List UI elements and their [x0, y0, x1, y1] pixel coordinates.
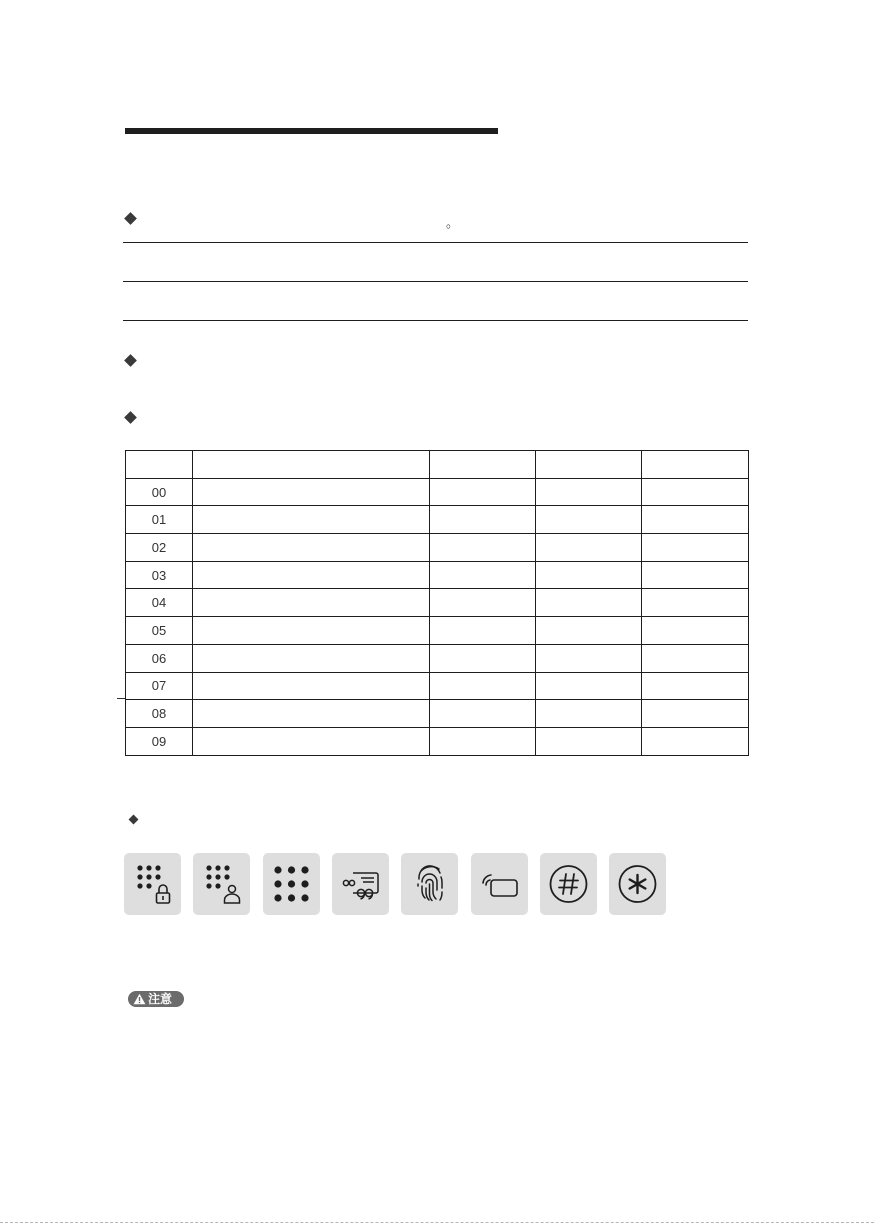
table-cell: [536, 506, 642, 534]
password-card-icon: [332, 853, 389, 915]
code-table: [125, 450, 749, 756]
table-cell: [642, 644, 749, 672]
table-row: [126, 727, 749, 755]
table-cell: [193, 617, 430, 645]
notice-label: 注意: [148, 992, 173, 1006]
keypad-icon: [263, 853, 320, 915]
table-row: [126, 589, 749, 617]
table-cell: [193, 672, 430, 700]
table-header-row: [126, 451, 749, 479]
ruled-line-1: [123, 242, 748, 243]
keypad-lock-icon: [124, 853, 181, 915]
table-cell: [430, 644, 536, 672]
table-cell: [193, 727, 430, 755]
code-cell: 06: [126, 644, 193, 672]
table-cell: [193, 561, 430, 589]
table-cell: [642, 700, 749, 728]
table-row: [126, 478, 749, 506]
table-cell: [642, 506, 749, 534]
code-cell: 04: [126, 589, 193, 617]
table-cell: [193, 700, 430, 728]
table-cell: [430, 700, 536, 728]
table-cell: [430, 617, 536, 645]
table-cell: [193, 644, 430, 672]
table-cell: [536, 727, 642, 755]
table-cell: [536, 644, 642, 672]
table-cell: [642, 561, 749, 589]
header-cell: [193, 451, 430, 479]
table-cell: [642, 589, 749, 617]
table-cell: [642, 534, 749, 562]
table-row: [126, 700, 749, 728]
margin-tick: [117, 698, 125, 699]
bullet-diamond-3: [124, 411, 137, 424]
code-cell: 05: [126, 617, 193, 645]
table-cell: [536, 561, 642, 589]
table-cell: [642, 727, 749, 755]
header-cell: [126, 451, 193, 479]
table-cell: [193, 534, 430, 562]
notice-badge: [128, 991, 184, 1007]
keypad-user-icon: [193, 853, 250, 915]
code-cell: 00: [126, 478, 193, 506]
code-cell: 03: [126, 561, 193, 589]
code-cell: 02: [126, 534, 193, 562]
table-cell: [430, 534, 536, 562]
warning-icon: [133, 993, 146, 1005]
table-cell: [536, 700, 642, 728]
rfid-card-icon: [471, 853, 528, 915]
table-cell: [430, 727, 536, 755]
ruled-line-2: [123, 281, 748, 282]
table-cell: [642, 478, 749, 506]
table-cell: [430, 561, 536, 589]
table-cell: [536, 617, 642, 645]
bullet-diamond-4: [129, 815, 139, 825]
code-cell: 07: [126, 672, 193, 700]
table-row: [126, 561, 749, 589]
star-key-icon: [609, 853, 666, 915]
table-cell: [430, 506, 536, 534]
table-row: [126, 506, 749, 534]
table-row: [126, 644, 749, 672]
header-cell: [430, 451, 536, 479]
page-bottom-dashed-rule: [0, 1222, 874, 1223]
header-cell: [536, 451, 642, 479]
fingerprint-icon: [401, 853, 458, 915]
table-row: [126, 617, 749, 645]
table-row: [126, 672, 749, 700]
code-cell: 01: [126, 506, 193, 534]
table-cell: [536, 589, 642, 617]
table-cell: [536, 672, 642, 700]
table-cell: [430, 478, 536, 506]
table-row: [126, 534, 749, 562]
table-cell: [193, 589, 430, 617]
code-cell: 09: [126, 727, 193, 755]
table-cell: [193, 478, 430, 506]
hash-key-icon: [540, 853, 597, 915]
table-cell: [642, 672, 749, 700]
table-cell: [430, 589, 536, 617]
ruled-line-3: [123, 320, 748, 321]
table-cell: [536, 534, 642, 562]
header-cell: [642, 451, 749, 479]
table-cell: [430, 672, 536, 700]
section-title-rule: [125, 128, 498, 134]
table-cell: [642, 617, 749, 645]
table-cell: [193, 506, 430, 534]
bullet-diamond-1: [124, 212, 137, 225]
code-cell: 08: [126, 700, 193, 728]
sentence-end-mark: 。: [446, 215, 460, 230]
bullet-diamond-2: [124, 354, 137, 367]
table-cell: [536, 478, 642, 506]
